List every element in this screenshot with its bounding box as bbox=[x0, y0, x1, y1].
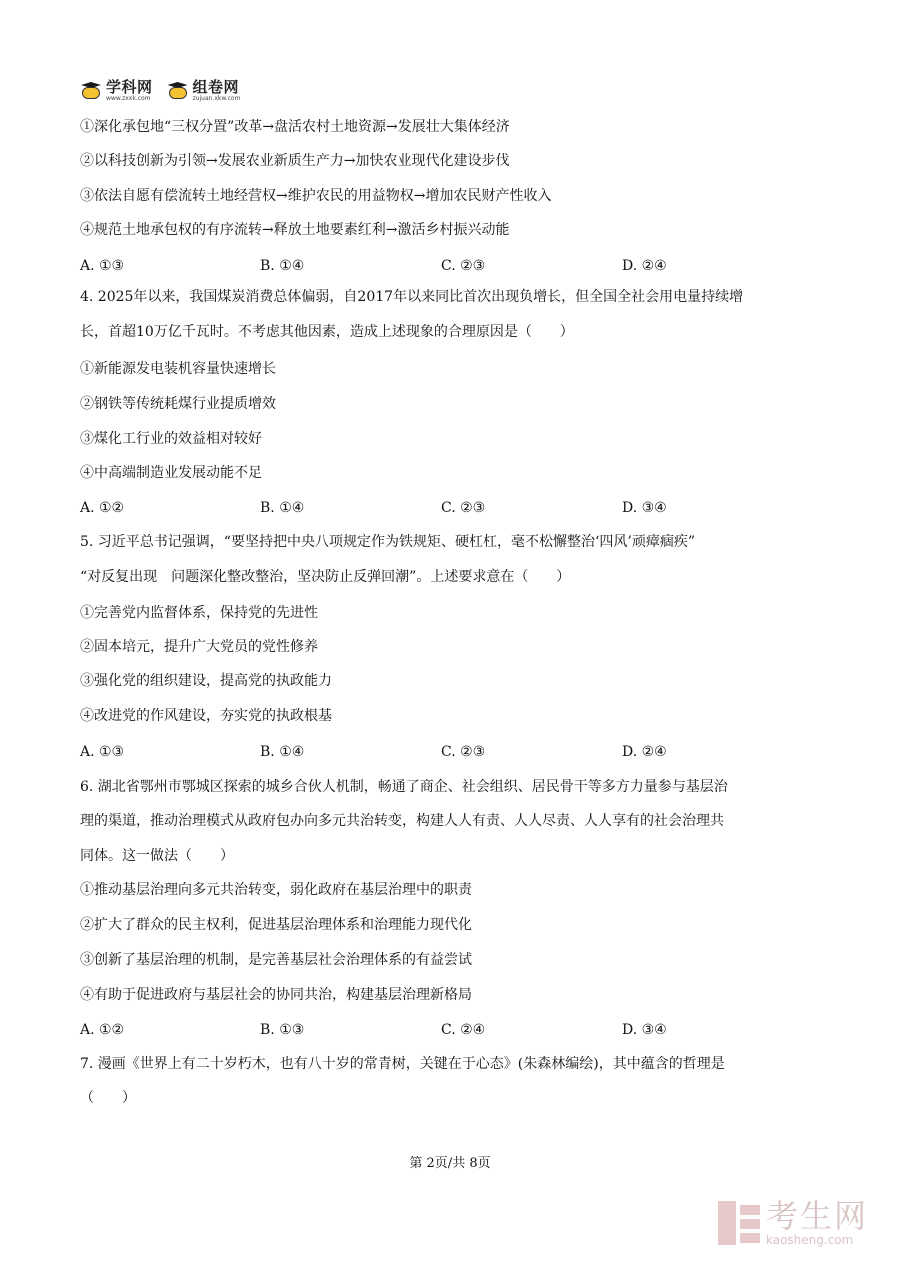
text-line: （ ） bbox=[80, 1090, 136, 1106]
text-line: ②以科技创新为引领→发展农业新质生产力→加快农业现代化建设步伐 bbox=[80, 153, 510, 169]
answer-option: A. ①② bbox=[80, 500, 125, 516]
answer-option: B. ①④ bbox=[260, 500, 305, 516]
answer-option: A. ①② bbox=[80, 1022, 125, 1038]
watermark-url: kaosheng.com bbox=[766, 1233, 854, 1247]
answer-option: C. ②③ bbox=[441, 258, 486, 274]
answer-option: C. ②④ bbox=[441, 1022, 486, 1038]
answer-option: A. ①③ bbox=[80, 744, 125, 760]
logo-xuekewang bbox=[80, 80, 153, 102]
text-line: 5. 习近平总书记强调，“要坚持把中央八项规定作为铁规矩、硬杠杠，毫不松懈整治‘四风’顽瘴痼疾” bbox=[80, 534, 696, 550]
answer-option: D. ③④ bbox=[622, 500, 667, 516]
text-line: 理的渠道，推动治理模式从政府包办向多元共治转变，构建人人有责、人人尽责、人人享有的社会治理共 bbox=[80, 813, 724, 829]
text-line: ①深化承包地“三权分置”改革→盘活农村土地资源→发展壮大集体经济 bbox=[80, 119, 510, 135]
text-line: 4. 2025年以来，我国煤炭消费总体偏弱，自2017年以来同比首次出现负增长，但全国全社会用电量持续增 bbox=[80, 289, 744, 305]
answer-option: D. ②④ bbox=[622, 258, 667, 274]
answer-option: B. ①④ bbox=[260, 744, 305, 760]
watermark-logo-icon bbox=[718, 1201, 760, 1245]
mascot-icon bbox=[167, 82, 189, 100]
text-line: 同体。这一做法（ ） bbox=[80, 848, 234, 864]
answer-option: C. ②③ bbox=[441, 744, 486, 760]
text-line: ②扩大了群众的民主权利，促进基层治理体系和治理能力现代化 bbox=[80, 917, 472, 933]
logo-zujuanwang bbox=[167, 80, 241, 102]
watermark-name: 考生网 bbox=[766, 1197, 869, 1235]
logo1-url: www.zxxk.com bbox=[106, 95, 151, 102]
text-line: ④中高端制造业发展动能不足 bbox=[80, 465, 262, 481]
text-line: ①完善党内监督体系，保持党的先进性 bbox=[80, 605, 318, 621]
text-line: ④有助于促进政府与基层社会的协同共治，构建基层治理新格局 bbox=[80, 987, 472, 1003]
mascot-icon bbox=[80, 82, 102, 100]
text-line: ②钢铁等传统耗煤行业提质增效 bbox=[80, 396, 276, 412]
text-line: ④改进党的作风建设，夯实党的执政根基 bbox=[80, 708, 332, 724]
text-line: ③依法自愿有偿流转土地经营权→维护农民的用益物权→增加农民财产性收入 bbox=[80, 188, 552, 204]
text-line: 6. 湖北省鄂州市鄂城区探索的城乡合伙人机制，畅通了商企、社会组织、居民骨干等多方力量参与基层治 bbox=[80, 779, 728, 795]
logo2-url: zujuan.xkw.com bbox=[192, 95, 241, 102]
text-line: ①新能源发电装机容量快速增长 bbox=[80, 361, 276, 377]
text-line: 7. 漫画《世界上有二十岁朽木，也有八十岁的常青树，关键在于心态》(朱森林编绘)，其中蕴含的哲理是 bbox=[80, 1056, 725, 1072]
header-logos bbox=[80, 78, 240, 104]
text-line: “对反复出现 问题深化整改整治，坚决防止反弹回潮”。上述要求意在（ ） bbox=[80, 569, 571, 585]
text-line: 长，首超10万亿千瓦时。不考虑其他因素，造成上述现象的合理原因是（ ） bbox=[80, 324, 574, 340]
answer-option: A. ①③ bbox=[80, 258, 125, 274]
text-line: ②固本培元，提升广大党员的党性修养 bbox=[80, 639, 318, 655]
answer-option: C. ②③ bbox=[441, 500, 486, 516]
watermark bbox=[718, 1197, 869, 1247]
answer-option: B. ①③ bbox=[260, 1022, 305, 1038]
answer-option: D. ②④ bbox=[622, 744, 667, 760]
logo2-name: 组卷网 bbox=[192, 78, 240, 96]
text-line: ④规范土地承包权的有序流转→释放土地要素红利→激活乡村振兴动能 bbox=[80, 222, 510, 238]
answer-option: D. ③④ bbox=[622, 1022, 667, 1038]
text-line: ③煤化工行业的效益相对较好 bbox=[80, 431, 262, 447]
text-line: ①推动基层治理向多元共治转变，弱化政府在基层治理中的职责 bbox=[80, 882, 472, 898]
logo1-name: 学科网 bbox=[106, 78, 153, 96]
text-line: ③创新了基层治理的机制，是完善基层社会治理体系的有益尝试 bbox=[80, 952, 472, 968]
page-number: 第 2页/共 8页 bbox=[409, 1156, 491, 1171]
text-line: ③强化党的组织建设，提高党的执政能力 bbox=[80, 673, 332, 689]
answer-option: B. ①④ bbox=[260, 258, 305, 274]
